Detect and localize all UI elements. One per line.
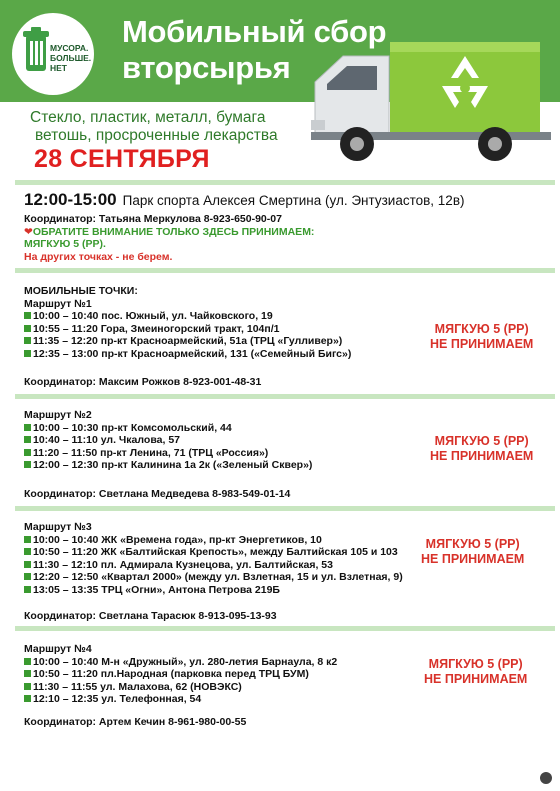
list-item: 11:30 – 11:55 ул. Малахова, 62 (НОВЭКС) bbox=[24, 681, 544, 694]
main-point-coordinator: Координатор: Татьяна Меркулова 8-923-650-90-07 bbox=[24, 213, 282, 225]
list-item: 10:00 – 10:30 пр-кт Комсомольский, 44 bbox=[24, 422, 544, 435]
warning-label: МЯГКУЮ 5 (РР) НЕ ПРИНИМАЕМ bbox=[424, 657, 528, 686]
list-item: 10:50 – 11:20 пл.Народная (парковка перед ТРЦ БУМ) bbox=[24, 668, 544, 681]
main-point-attention bbox=[24, 226, 544, 239]
main-point-place: Парк спорта Алексея Смертина (ул. Энтузиастов, 12в) bbox=[122, 193, 465, 208]
attention-text: ОБРАТИТЕ ВНИМАНИЕ ТОЛЬКО ЗДЕСЬ ПРИНИМАЕМ: bbox=[32, 225, 315, 238]
title-line-2: вторсырья bbox=[122, 50, 291, 85]
route-title: Маршрут №3 bbox=[24, 521, 92, 533]
list-item: 13:05 – 13:35 ТРЦ «Огни», Антона Петрова 219Б bbox=[24, 584, 544, 597]
route-title: Маршрут №4 bbox=[24, 643, 92, 655]
list-item: 11:35 – 12:20 пр-кт Красноармейский, 51а (ТРЦ «Гулливер») bbox=[24, 335, 544, 348]
title-line-1: Мобильный сбор bbox=[122, 14, 387, 49]
route-coordinator: Координатор: Светлана Тарасюк 8-913-095-13-93 bbox=[24, 610, 277, 622]
corner-badge-icon bbox=[540, 772, 552, 784]
heart-icon: ❤ bbox=[24, 225, 33, 238]
event-date: 28 СЕНТЯБРЯ bbox=[34, 145, 210, 173]
divider bbox=[15, 506, 555, 511]
main-point-soft: МЯГКУЮ 5 (РР). bbox=[24, 238, 106, 250]
logo-text: МУСОРА. БОЛЬШЕ. НЕТ bbox=[50, 43, 92, 73]
list-item: 12:00 – 12:30 пр-кт Калинина 1а 2к («Зеленый Сквер») bbox=[24, 459, 544, 472]
divider bbox=[15, 268, 555, 273]
materials-line-1: Стекло, пластик, металл, бумага bbox=[30, 109, 266, 126]
main-point-time: 12:00-15:00 bbox=[24, 190, 117, 209]
warning-label: МЯГКУЮ 5 (РР) НЕ ПРИНИМАЕМ bbox=[430, 434, 534, 463]
main-point-other: На других точках - не берем. bbox=[24, 250, 173, 263]
list-item: 10:40 – 11:10 ул. Чкалова, 57 bbox=[24, 434, 544, 447]
main-point bbox=[24, 190, 544, 263]
warning-label: МЯГКУЮ 5 (РР) НЕ ПРИНИМАЕМ bbox=[421, 537, 525, 566]
materials-line-2: ветошь, просроченные лекарства bbox=[35, 127, 278, 144]
list-item: 10:55 – 11:20 Гора, Змеиногорский тракт, 104п/1 bbox=[24, 323, 544, 336]
list-item: 10:50 – 11:20 ЖК «Балтийская Крепость», между Балтийская 105 и 103 bbox=[24, 546, 544, 559]
divider bbox=[15, 180, 555, 185]
list-item: 10:00 – 10:40 ЖК «Времена года», пр-кт Энергетиков, 10 bbox=[24, 534, 544, 547]
route-title: Маршрут №1 bbox=[24, 297, 92, 310]
list-item: 11:20 – 11:50 пр-кт Ленина, 71 (ТРЦ «Россия») bbox=[24, 447, 544, 460]
route-coordinator: Координатор: Максим Рожков 8-923-001-48-31 bbox=[24, 376, 262, 388]
list-item: 12:35 – 13:00 пр-кт Красноармейский, 131 («Семейный Бигс») bbox=[24, 348, 544, 361]
route-title: Маршрут №2 bbox=[24, 409, 92, 421]
logo bbox=[12, 13, 94, 95]
list-item: 12:10 – 12:35 ул. Телефонная, 54 bbox=[24, 693, 544, 706]
list-item: 10:00 – 10:40 пос. Южный, ул. Чайковского, 19 bbox=[24, 310, 544, 323]
warning-label: МЯГКУЮ 5 (РР) НЕ ПРИНИМАЕМ bbox=[430, 322, 534, 351]
divider bbox=[15, 626, 555, 631]
materials-list bbox=[30, 109, 278, 145]
divider bbox=[15, 394, 555, 399]
list-item: 10:00 – 10:40 М-н «Дружный», ул. 280-летия Барнаула, 8 к2 bbox=[24, 656, 544, 669]
route-coordinator: Координатор: Артем Кечин 8-961-980-00-55 bbox=[24, 715, 247, 728]
recycling-truck-icon bbox=[305, 42, 555, 167]
list-item: 11:30 – 12:10 пл. Адмирала Кузнецова, ул. Балтийская, 53 bbox=[24, 559, 544, 572]
mobile-points-heading: МОБИЛЬНЫЕ ТОЧКИ: bbox=[24, 285, 138, 297]
route-coordinator: Координатор: Светлана Медведева 8-983-549-01-14 bbox=[24, 487, 291, 500]
list-item: 12:20 – 12:50 «Квартал 2000» (между ул. Взлетная, 15 и ул. Взлетная, 9) bbox=[24, 571, 544, 584]
